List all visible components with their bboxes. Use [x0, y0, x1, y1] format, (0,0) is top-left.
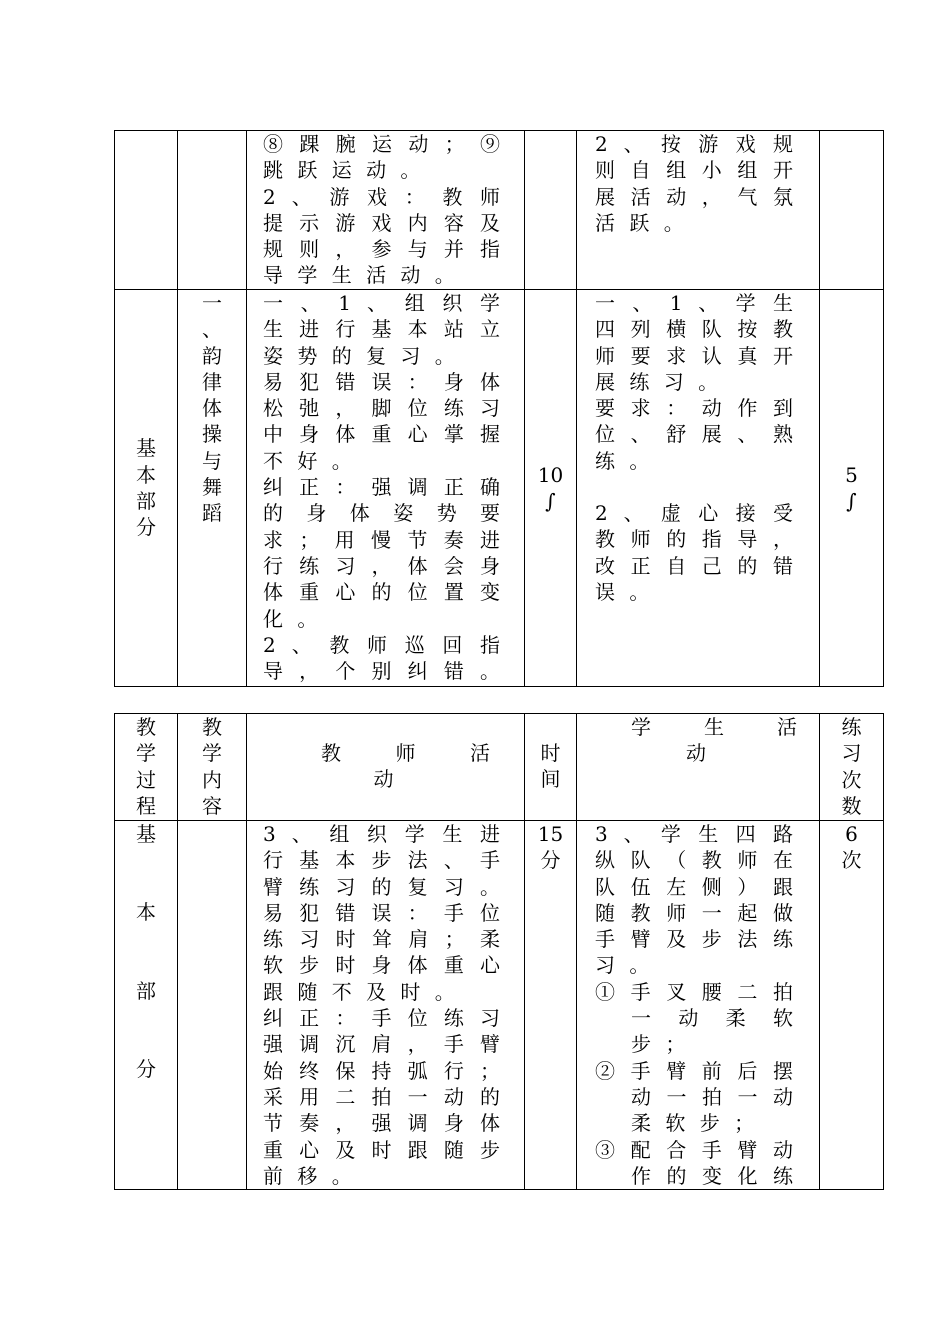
text-line: 易 犯 错 误 ： 身 体 [263, 369, 504, 394]
text-line: 一 、 1 、 组 织 学 [263, 291, 504, 315]
text-line: 规 则 ， 参 与 并 指 [263, 237, 504, 262]
header-student-activity [577, 714, 820, 821]
teacher-activity-cell [247, 821, 525, 1190]
content-char: 一 [202, 291, 222, 315]
table-row [115, 290, 884, 687]
section-char: 本 [136, 900, 156, 925]
header-char: 学 [136, 741, 156, 766]
header-char: 次 [841, 767, 862, 792]
content-cell [178, 821, 247, 1190]
text-line: 2 、 虚 心 接 受 [595, 501, 797, 526]
header-text: 学 生 活 [631, 715, 797, 739]
header-char: 数 [841, 793, 862, 818]
text-line: 体 重 心 的 位 置 变 [263, 580, 504, 605]
text-line: 2 、 游 戏 ： 教 师 [263, 184, 504, 209]
header-char: 程 [136, 793, 156, 818]
process-cell [115, 131, 178, 290]
text-line: 纠 正 ： 强 调 正 确 [263, 475, 504, 500]
teacher-activity-cell [247, 290, 525, 687]
text-line: 教 师 的 指 导 ， [595, 527, 797, 552]
content-char: 与 [202, 448, 222, 473]
count-unit: 次 [841, 848, 862, 873]
text-line: 重 心 及 时 跟 随 步 [263, 1137, 504, 1162]
student-activity-cell [577, 131, 820, 290]
text-line: 随 教 师 一 起 做 [595, 900, 797, 925]
section-char: 部 [136, 978, 156, 1003]
header-teacher-activity [247, 714, 525, 821]
text-line: 行 基 本 步 法 、 手 [263, 848, 504, 873]
text-line: 提 示 游 戏 内 容 及 [263, 210, 504, 235]
list-item-line: 步 ； [631, 1032, 690, 1057]
text-line: 始 终 保 持 弧 行 ； [263, 1058, 504, 1083]
student-activity-cell [577, 290, 820, 687]
text-line: 生 进 行 基 本 站 立 [263, 317, 504, 342]
time-cell [525, 821, 577, 1190]
text-line: 位 、 舒 展 、 熟 [595, 422, 797, 447]
content-char: 、 [202, 317, 222, 342]
content-char: 韵 [202, 343, 222, 368]
section-cell [115, 290, 178, 687]
text-line: 跟 随 不 及 时 。 [263, 979, 459, 1004]
text-line: 3 、 学 生 四 路 [595, 822, 797, 846]
header-char: 时 [540, 741, 561, 765]
text-line: 3 、 组 织 学 生 进 [263, 822, 504, 846]
text-line: 误 。 [595, 579, 654, 604]
header-char: 练 [841, 715, 862, 739]
header-char: 内 [202, 767, 222, 792]
list-item-line: 作 的 变 化 练 [631, 1163, 797, 1188]
text-line: 手 臂 及 步 法 练 [595, 927, 797, 952]
text-line: 展 活 动 ， 气 氛 [595, 184, 797, 209]
text-line: 不 好 。 [263, 448, 356, 473]
list-item-line: 一 动 柔 软 [631, 1006, 797, 1031]
text-line: 软 步 时 身 体 重 心 [263, 953, 504, 978]
lesson-table-continued [114, 130, 884, 687]
text-line: 松 弛 ， 脚 位 练 习 [263, 396, 504, 421]
time-unit: 分 [540, 848, 561, 873]
content-cell [178, 290, 247, 687]
count-cell [820, 290, 884, 687]
text-line: ⑧ 踝 腕 运 动 ； ⑨ [263, 132, 504, 156]
table-row [115, 131, 884, 290]
header-char: 习 [841, 741, 862, 766]
text-line: 四 列 横 队 按 教 [595, 317, 797, 342]
text-line: 姿 势 的 复 习 。 [263, 343, 459, 368]
content-char: 舞 [202, 475, 222, 500]
count-value: 5 [845, 462, 858, 487]
student-activity-cell [577, 821, 820, 1190]
time-cell [525, 290, 577, 687]
count-value: 6 [845, 822, 858, 846]
time-mark: ∫ [545, 489, 556, 513]
text-line: 纵 队 （ 教 师 在 [595, 848, 797, 873]
header-count [820, 714, 884, 821]
spacer [595, 474, 797, 500]
table-row [115, 821, 884, 1190]
count-mark: ∫ [846, 489, 857, 513]
list-item-line: 动 一 拍 一 动 [631, 1084, 797, 1109]
section-char: 分 [136, 1056, 156, 1081]
time-value: 10 [537, 462, 564, 487]
content-char: 蹈 [202, 501, 222, 526]
text-line: 化 。 [263, 606, 322, 631]
text-line: 易 犯 错 误 ： 手 位 [263, 900, 504, 925]
text-line: 采 用 二 拍 一 动 的 [263, 1084, 504, 1109]
text-line: 活 跃 。 [595, 210, 688, 235]
header-char: 学 [202, 741, 222, 766]
header-time [525, 714, 577, 821]
header-content [178, 714, 247, 821]
text-line: 前 移 。 [263, 1163, 356, 1188]
text-line: 展 练 习 。 [595, 369, 723, 394]
text-line: 一 、 1 、 学 生 [595, 291, 797, 315]
content-char: 体 [202, 396, 222, 421]
header-text: 教 师 活 [321, 741, 490, 765]
text-line: 节 奏 ， 强 调 身 体 [263, 1111, 504, 1136]
list-item-line: ② 手 臂 前 后 摆 [595, 1058, 797, 1083]
section-char: 基 [136, 822, 156, 846]
text-line: 练 习 时 耸 肩 ； 柔 [263, 927, 504, 952]
section-label: 基本部分 [136, 436, 156, 540]
text-line: 导 学 生 活 动 。 [263, 263, 459, 288]
text-line: 强 调 沉 肩 ， 手 臂 [263, 1032, 504, 1057]
text-line: 跳 跃 运 动 。 [263, 158, 425, 183]
text-line: 行 练 习 ， 体 会 身 [263, 553, 504, 578]
time-value: 15 [537, 822, 564, 846]
list-item-line: 柔 软 步 ； [631, 1111, 759, 1136]
teacher-activity-cell [247, 131, 525, 290]
text-line: 纠 正 ： 手 位 练 习 [263, 1006, 504, 1031]
text-line: 2 、 教 师 巡 回 指 [263, 632, 504, 657]
text-line: 导 ， 个 别 纠 错 。 [263, 659, 504, 684]
text-line: 2 、 按 游 戏 规 [595, 132, 797, 156]
text-line: 则 自 组 小 组 开 [595, 158, 797, 183]
header-char: 教 [202, 715, 222, 739]
text-line: 师 要 求 认 真 开 [595, 343, 797, 368]
content-cell [178, 131, 247, 290]
text-line: 中 身 体 重 心 掌 握 [263, 422, 504, 447]
count-cell [820, 131, 884, 290]
text-line: 臂 练 习 的 复 习 。 [263, 874, 504, 899]
header-process [115, 714, 178, 821]
header-char: 容 [202, 793, 222, 818]
content-char: 律 [202, 369, 222, 394]
table-header-row [115, 714, 884, 821]
text-line: 的 身 体 姿 势 要 [263, 501, 504, 526]
header-char: 间 [540, 767, 561, 792]
text-line: 习 。 [595, 953, 654, 978]
section-cell [115, 821, 178, 1190]
content-char: 操 [202, 422, 222, 447]
text-line: 求 ； 用 慢 节 奏 进 [263, 527, 504, 552]
list-item-line: ③ 配 合 手 臂 动 [595, 1137, 797, 1162]
count-cell [820, 821, 884, 1190]
time-cell [525, 131, 577, 290]
text-line: 队 伍 左 侧 ） 跟 [595, 874, 797, 899]
lesson-table [114, 713, 884, 1190]
header-text: 动 [373, 767, 394, 792]
header-char: 教 [136, 715, 156, 739]
text-line: 改 正 自 己 的 错 [595, 553, 797, 578]
header-char: 过 [136, 767, 156, 792]
header-text: 动 [686, 741, 706, 766]
text-line: 练 。 [595, 448, 654, 473]
list-item-line: ① 手 叉 腰 二 拍 [595, 979, 797, 1004]
text-line: 要 求 ： 动 作 到 [595, 396, 797, 421]
